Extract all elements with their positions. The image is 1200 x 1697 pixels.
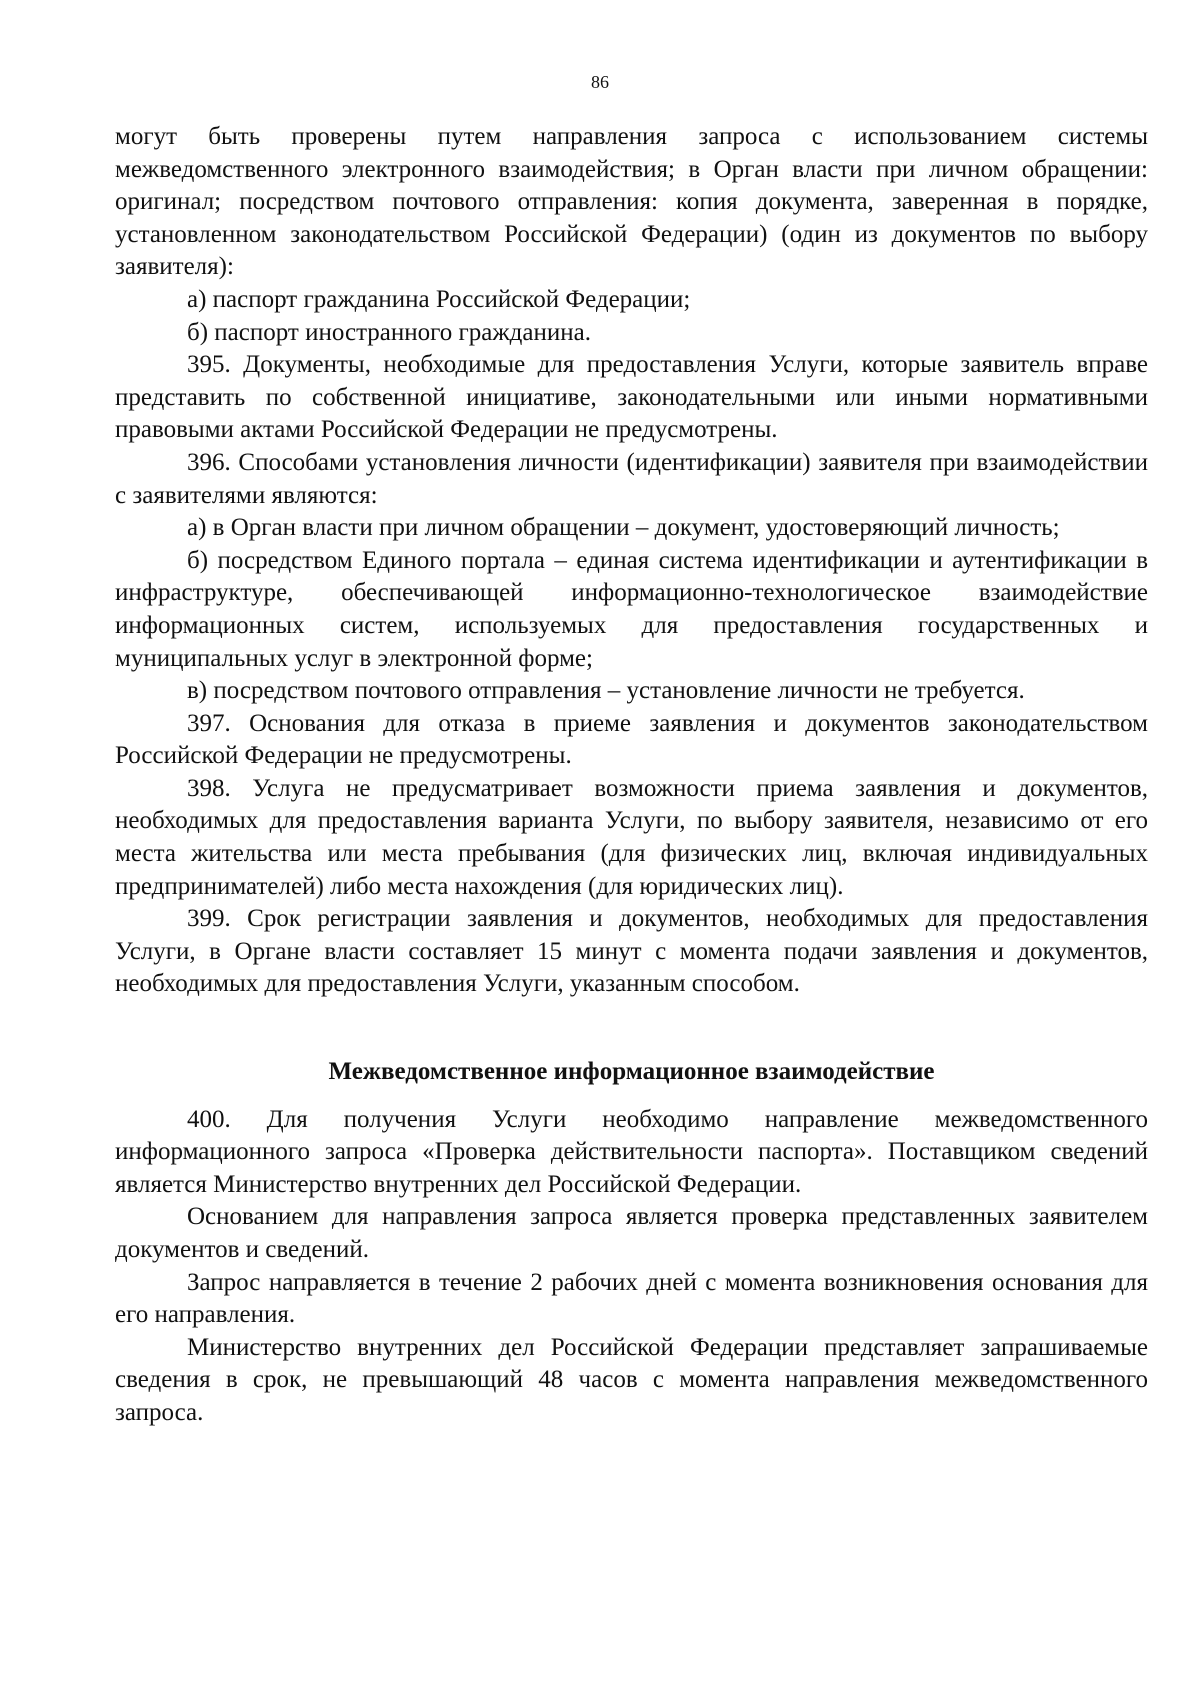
paragraph: могут быть проверены путем направления запроса с использованием системы межведомственного электронного взаимодействия; в Орган власти при личном обращении: оригинал; посредством почтового отправления: копия документа, заверенная в порядке, установленном законодательством Российской Федерации) (один из документов по выбору заявителя): — [115, 123, 1148, 281]
paragraph-396: 396. Способами установления личности (идентификации) заявителя при взаимодействии с заявителями являются: — [115, 448, 1148, 509]
list-item-396-a: а) в Орган власти при личном обращении – документ, удостоверяющий личность; — [187, 514, 1060, 542]
section-heading: Межведомственное информационное взаимодействие — [328, 1058, 935, 1086]
document-body — [115, 121, 1148, 1430]
page-number: 86 — [591, 72, 609, 92]
paragraph-request-timing: Запрос направляется в течение 2 рабочих дней с момента возникновения основания для его направления. — [115, 1268, 1148, 1329]
list-item-a: а) паспорт гражданина Российской Федерации; — [187, 285, 691, 313]
paragraph-basis: Основанием для направления запроса является проверка представленных заявителем документов и сведений. — [115, 1203, 1148, 1263]
paragraph-398: 398. Услуга не предусматривает возможности приема заявления и документов, необходимых для предоставления варианта Услуги, по выбору заявителя, независимо от его места жительства или места пребывания (для физических лиц, включая индивидуальных предпринимателей) либо места нахождения (для юридических лиц). — [115, 774, 1148, 900]
list-item-b: б) паспорт иностранного гражданина. — [187, 318, 591, 346]
list-item-396-c: в) посредством почтового отправления – установление личности не требуется. — [187, 677, 1025, 705]
paragraph-ministry-response: Министерство внутренних дел Российской Федерации представляет запрашиваемые сведения в срок, не превышающий 48 часов с момента направления межведомственного запроса. — [115, 1333, 1148, 1426]
list-item-396-b: б) посредством Единого портала – единая система идентификации и аутентификации в инфраструктуре, обеспечивающей информационно-технологическое взаимодействие информационных систем, используемых для предоставления государственных и муниципальных услуг в электронной форме; — [115, 546, 1148, 672]
paragraph-400: 400. Для получения Услуги необходимо направление межведомственного информационного запроса «Проверка действительности паспорта». Поставщиком сведений является Министерство внутренних дел Российской Федерации. — [115, 1105, 1148, 1198]
paragraph-399: 399. Срок регистрации заявления и документов, необходимых для предоставления Услуги, в Органе власти составляет 15 минут с момента подачи заявления и документов, необходимых для предоставления Услуги, указанным способом. — [115, 905, 1148, 998]
paragraph-397: 397. Основания для отказа в приеме заявления и документов законодательством Российской Федерации не предусмотрены. — [115, 709, 1148, 770]
paragraph-395: 395. Документы, необходимые для предоставления Услуги, которые заявитель вправе представить по собственной инициативе, законодательными или иными нормативными правовыми актами Российской Федерации не предусмотрены. — [115, 351, 1148, 444]
